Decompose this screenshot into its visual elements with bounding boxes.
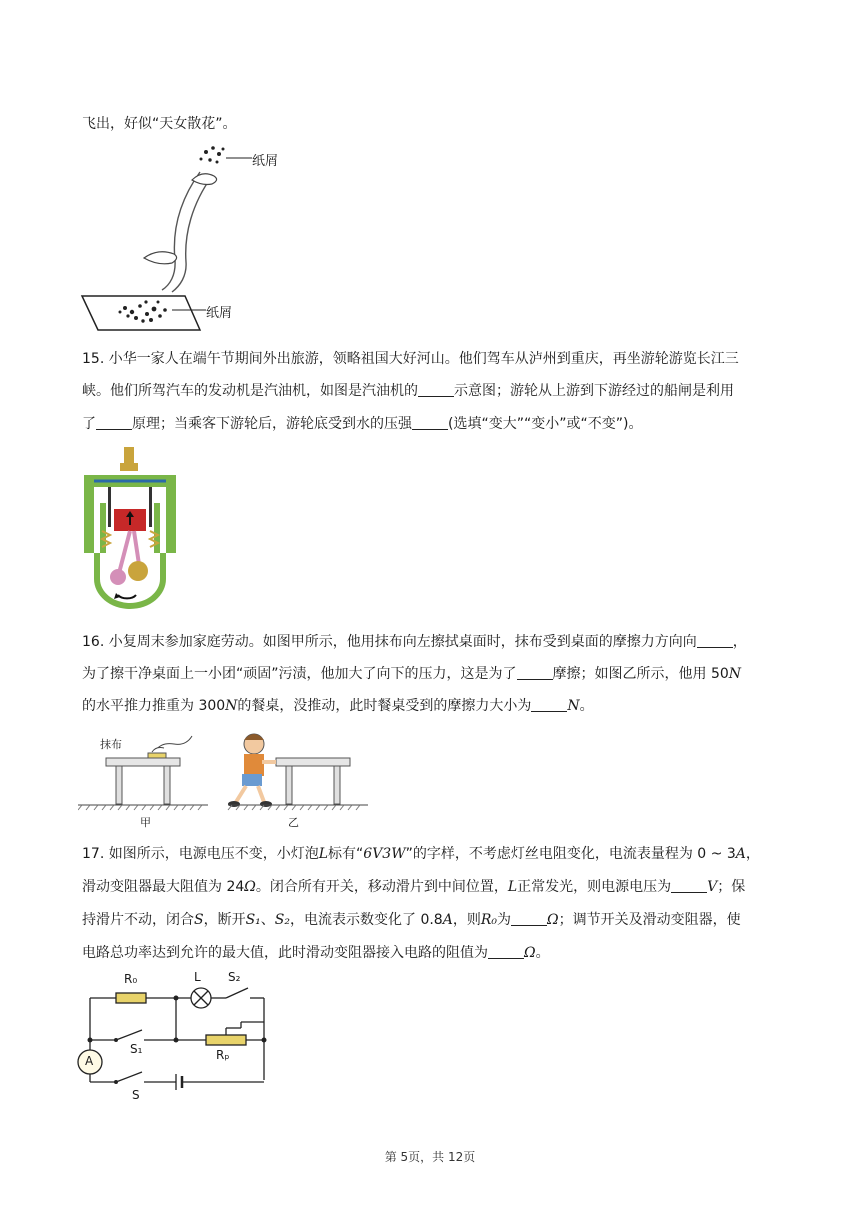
fig-a-label: 甲 <box>140 816 151 829</box>
table-wiping-figure <box>78 728 368 828</box>
gasoline-engine-figure <box>80 445 180 615</box>
q15-line2: 峡。他们所驾汽车的发动机是汽油机，如图是汽油机的 示意图；游轮从上游到下游经过的船闸是利用 <box>82 383 734 399</box>
q17-line3: 持滑片不动，闭合S，断开S₁、S₂，电流表示数变化了 0.8A，则R₀为 Ω；调节开关及滑动变阻器，使 <box>82 912 741 928</box>
fig-b-label: 乙 <box>288 816 299 829</box>
q17-line2: 滑动变阻器最大阻值为 24Ω。闭合所有开关，移动滑片到中间位置，L正常发光，则电源电压为 V；保 <box>82 879 746 895</box>
scraps-label-top: 纸屑 <box>252 154 279 169</box>
page-footer: 第 5页，共 12页 <box>384 1150 476 1164</box>
q17-line1: 17. 如图所示，电源电压不变，小灯泡L标有“6V3W”的字样，不考虑灯丝电阻变化，电流表量程为 0 ~ 3A， <box>82 846 760 862</box>
s-label: S <box>132 1088 140 1102</box>
s2-label: S₂ <box>228 970 241 984</box>
s1-label: S₁ <box>130 1042 143 1056</box>
q15-line1: 15. 小华一家人在端午节期间外出旅游，领略祖国大好河山。他们驾车从泸州到重庆，再坐游轮游览长江三 <box>82 351 739 367</box>
scraps-label-bottom: 纸屑 <box>206 306 233 321</box>
rp-label: Rₚ <box>216 1048 230 1062</box>
q15-line3: 了 原理；当乘客下游轮后，游轮底受到水的压强 (选填“变大”“变小”或“不变”)。 <box>82 416 643 432</box>
q16-line1: 16. 小复周末参加家庭劳动。如图甲所示，他用抹布向左擦拭桌面时，抹布受到桌面的摩擦力方向向 ， <box>82 634 747 650</box>
r0-label: R₀ <box>124 972 138 986</box>
q14-tail-text: 飞出，好似“天女散花”。 <box>82 116 237 132</box>
ammeter-label: A <box>85 1054 94 1068</box>
cloth-label: 抹布 <box>100 738 122 751</box>
circuit-diagram <box>76 970 276 1105</box>
q16-line3: 的水平推力推重为 300N的餐桌，没推动，此时餐桌受到的摩擦力大小为 N。 <box>82 698 594 714</box>
q16-line2: 为了擦干净桌面上一小团“顽固”污渍，他加大了向下的压力，这是为了 摩擦；如图乙所示，他用 50N <box>82 666 742 682</box>
paper-scraps-figure <box>80 140 280 335</box>
lamp-label: L <box>194 970 201 984</box>
q17-line4: 电路总功率达到允许的最大值，此时滑动变阻器接入电路的阻值为 Ω。 <box>82 945 550 961</box>
